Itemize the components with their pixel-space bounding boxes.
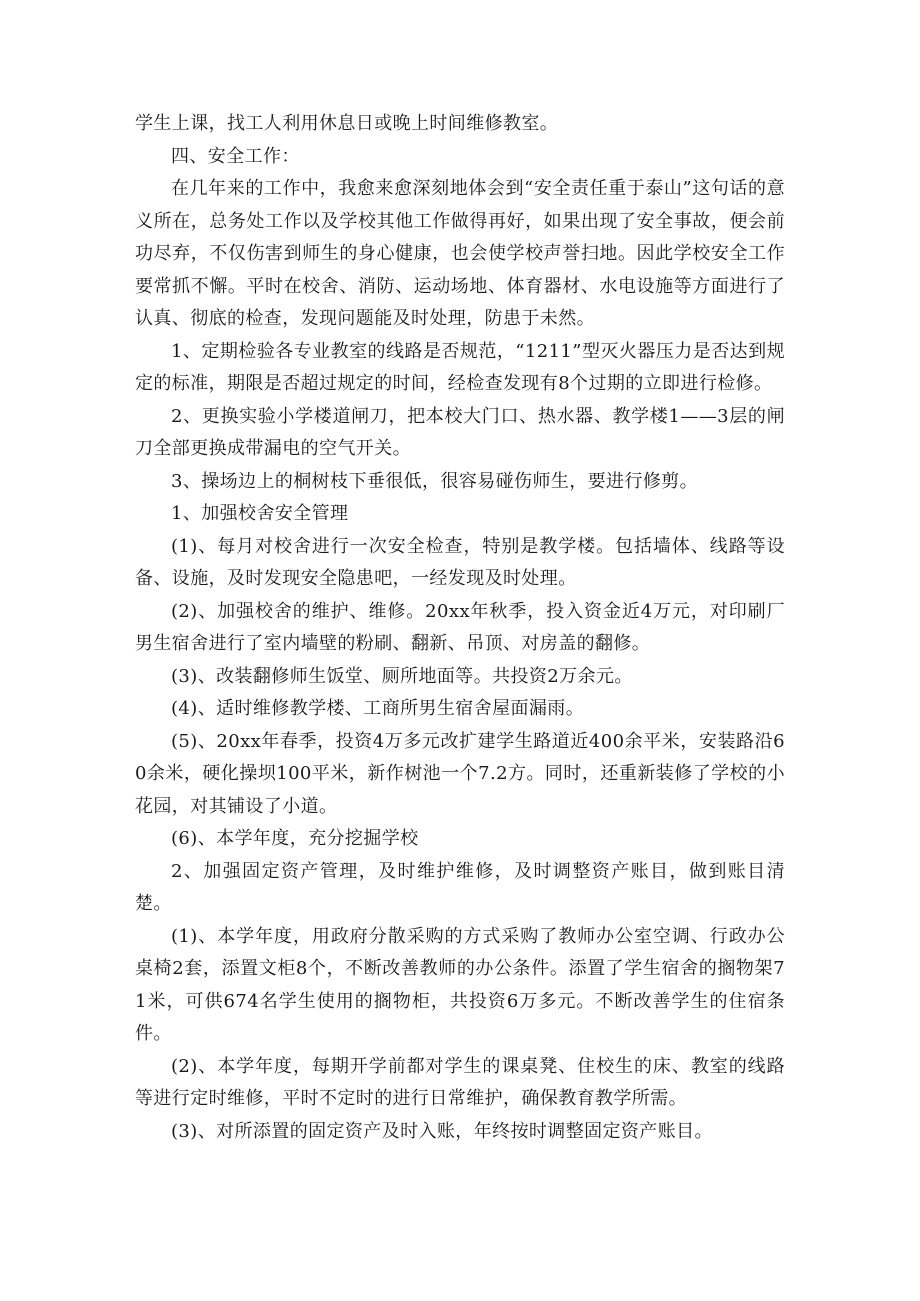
sub-item-6: (6)、本学年度，充分挖掘学校 (171, 828, 419, 849)
sub-item-4: (4)、适时维修教学楼、工商所男生宿舍屋面漏雨。 (171, 698, 585, 719)
sub-item-1: (1)、每月对校舍进行一次安全检查，特别是教学楼。包括墙体、线路等设备、设施，及时发现安全隐患吧，一经发现及时处理。 (135, 535, 785, 589)
asset-item-2: (2)、本学年度，每期开学前都对学生的课桌凳、住校生的床、教室的线路等进行定时维修，平时不定时的进行日常维护，确保教育教学所需。 (135, 1055, 785, 1109)
list-item-1: 1、定期检验各专业教室的线路是否规范，“1211”型灭火器压力是否达到规定的标准，期限是否超过规定的时间，经检查发现有8个过期的立即进行检修。 (135, 340, 785, 394)
section-heading-safety: 四、安全工作： (171, 145, 300, 167)
sub-item-3: (3)、改装翻修师生饭堂、厕所地面等。共投资2万余元。 (171, 665, 633, 687)
asset-item-3: (3)、对所添置的固定资产及时入账，年终按时调整固定资产账目。 (171, 1120, 713, 1142)
sub-item-2: (2)、加强校舍的维护、维修。20xx年秋季，投入资金近4万元，对印刷厂男生宿舍进行了室内墙壁的粉刷、翻新、吊顶、对房盖的翻修。 (135, 600, 785, 654)
list-item-2: 2、更换实验小学楼道闸刀，把本校大门口、热水器、教学楼1——3层的闸刀全部更换成带漏电的空气开关。 (135, 405, 785, 459)
sub-item-5: (5)、20xx年春季，投资4万多元改扩建学生路道近400余平米，安装路沿60余米，硬化操坝100平米，新作树池一个7.2方。同时，还重新装修了学校的小花园，对其铺设了小道。 (135, 730, 785, 817)
subheading-fixed-assets: 2、加强固定资产管理，及时维护维修，及时调整资产账目，做到账目清楚。 (135, 860, 785, 914)
subheading-building-safety: 1、加强校舍安全管理 (171, 503, 349, 524)
paragraph-continuation: 学生上课，找工人利用休息日或晚上时间维修教室。 (135, 113, 559, 134)
document-body (135, 108, 785, 1148)
asset-item-1: (1)、本学年度，用政府分散采购的方式采购了教师办公室空调、行政办公桌椅2套，添置文柜8个，不断改善教师的办公条件。添置了学生宿舍的搁物架71米，可供674名学生使用的搁物柜，共投资6万多元。不断改善学生的住宿条件。 (135, 925, 785, 1044)
list-item-3: 3、操场边上的桐树枝下垂很低，很容易碰伤师生，要进行修剪。 (171, 470, 699, 492)
paragraph-safety-intro: 在几年来的工作中，我愈来愈深刻地体会到“安全责任重于泰山”这句话的意义所在，总务处工作以及学校其他工作做得再好，如果出现了安全事故，便会前功尽弃，不仅伤害到师生的身心健康，也会使学校声誉扫地。因此学校安全工作要常抓不懈。平时在校舍、消防、运动场地、体育器材、水电设施等方面进行了认真、彻底的检查，发现问题能及时处理，防患于未然。 (135, 178, 785, 329)
